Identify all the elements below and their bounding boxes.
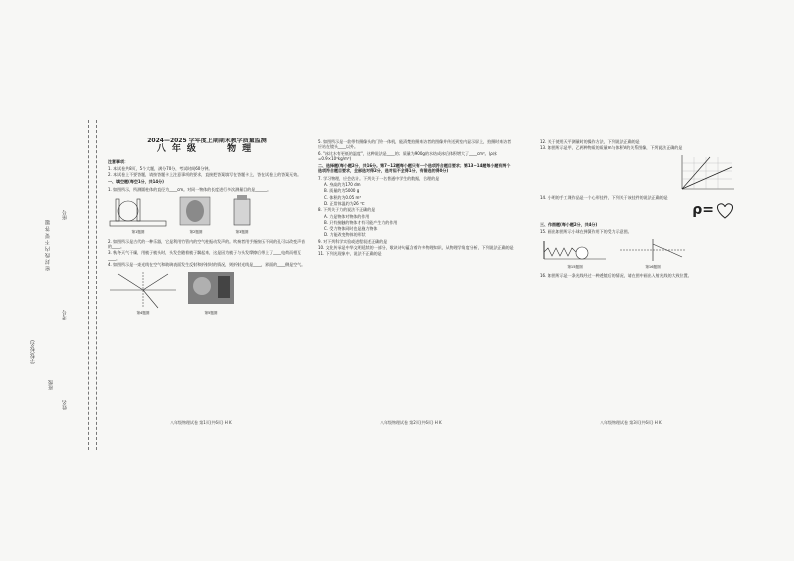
q8-option-a: A. 力是物体对物体的作用 [324,213,370,219]
section-1-heading: 一、填空题(每空1分，共14分) [108,179,165,185]
bottle-figure [224,195,260,229]
heart-icon [714,202,736,220]
mass-volume-graph-figure [676,153,736,193]
question-10: 10. 文化传承是中华文明延续的一部分，歌诀诗句蕴含着许多物理知识，从物理学角度分析，下列说法正确的是 [318,245,514,251]
subject-label: 物理 [227,144,258,155]
section-3-heading: 三、作图题(每小题2分，共4分) [540,221,598,227]
school-label: 学校(校名) [30,340,36,364]
question-15: 15. 画出如图所示小球在弹簧作用下的受力示意图。 [540,229,632,235]
question-6: 6. "冰比水有更低的温度"，这种说法是____的；质量为900g的水结成冰后体积增大了____cm³。(ρ冰=0.9×10³kg/m³) [318,150,497,161]
figure-row-3 [540,237,736,270]
exam-page-1 [108,138,306,428]
page-3-footer: 八年级物理试卷 第3页(共6页) H K [600,420,662,425]
question-16: 16. 如图所示是一条光线经过一种透镜后的情况，请在图中画出入射光线的大致位置。 [540,273,692,279]
binding-dashed-line-inner [96,120,97,450]
figure-15-caption: 第15题图 [567,264,583,269]
page-1-footer: 八年级物理试卷 第1页(共6页) H K [170,420,232,425]
binding-strip [0,120,120,450]
flute-photo-figure [176,195,216,229]
question-4: 4. 如图所示是一束光线在空气和玻璃表面发生反射和折射时的情况，则折射光线是____，界面的____侧是空气。 [108,261,306,267]
light-ray-figure [108,270,178,310]
seat-label: 座号 [62,210,68,220]
name-label: 姓名 [62,400,68,410]
figure-16 [618,237,688,270]
question-7: 7. 学习物理，应会估计。下列关于一名普通中学生的数据，合理的是 [318,175,440,181]
binding-dashed-line [88,120,89,450]
figure-1-caption: 第1题图 [131,230,145,235]
binding-warning: 密 封 线 内 不 要 答 题 [45,220,51,272]
figure-2 [176,195,216,236]
notice-line: 2. 本试卷上不要答题，请按答题卡上注意事项的要求，直接把答案填写在答题卡上，答在试卷上的答案无效。 [108,172,302,178]
figure-5 [186,270,236,317]
q8-option-d: D. 力能改变物体的形状 [324,232,366,238]
notice-heading: 注意事项： [108,158,128,164]
figure-1 [108,195,168,236]
question-14: 14. 小明的手工课作品是一个心形挂件，下列关于该挂件的说法正确的是 [540,194,668,200]
exam-title: 2024—2025 学年度上期期末教学质量监测 [147,138,267,144]
question-3: 3. 秋冬天气干燥，用梳子梳头时，头发会随着梳子飘起来，这是因为梳子与头发摩擦后带上了____电荷而相互____。 [108,250,302,261]
q8-option-b: B. 只有接触的物体才有可能产生力的作用 [324,219,398,225]
section-2-heading: 二、选择题(每小题2分，共16分。第7~12题每小题只有一个选项符合题目要求；第13~14题每小题有两个选项符合题目要求，全部选对得2分，选对但不全得1分，有错选的得0分) [318,163,511,174]
figure-13-wrap [540,153,736,193]
question-2: 2. 如图所示是古代的一种乐器，它是利用竹管内的空气柱振动发声的。吹奏者用手指按压不同的孔可以改变声音的____。 [108,238,306,249]
figure-row-1 [108,195,306,236]
q7-option-b: B. 质量约为5000 g [324,188,360,194]
q7-option-d: D. 正常体温约为26 ℃ [324,200,365,206]
notice-line: 1. 本试卷共8页，5个大题，满分70分，考试时间60分钟。 [108,165,213,171]
figure-4-caption: 第4题图 [136,311,150,316]
figure-row-2 [108,270,306,317]
question-13: 13. 如图所示是甲、乙两种物质的质量m与体积V的关系图像，下列说法正确的是 [540,145,683,151]
page-2-footer: 八年级物理试卷 第2页(共6页) H K [380,420,442,425]
question-5: 5. 如图所示是一款带有摄像头的门铃一体机，能清楚拍摄来访者的图像并传送到室内显示屏上，拍摄时来访者应站在镜头____以外。 [318,139,512,150]
doorbell-photo-figure [186,270,236,310]
question-1: 1. 如图所示，所测圆柱体的直径为____cm。对同一物体的长度进行多次测量目的是______。 [108,186,272,192]
q7-option-c: C. 体积约为0.05 m³ [324,194,362,200]
question-12: 12. 关于使用天平测量时的操作方法，下列说法正确的是 [540,139,640,144]
figure-3-caption: 第3题图 [235,230,249,235]
figure-5-caption: 第5题图 [204,311,218,316]
q8-option-c: C. 受力物体同时也是施力物体 [324,226,378,232]
exam-page-3 [540,138,736,428]
figure-4 [108,270,178,317]
ruler-cylinder-figure [108,195,168,229]
figure-2-caption: 第2题图 [189,230,203,235]
figure-16-caption: 第16题图 [645,264,661,269]
question-11: 11. 下列光现象中，说法不正确的是 [318,251,382,257]
exam-page-2 [318,138,514,428]
grade-subject-heading [108,144,306,155]
question-8: 8. 下列关于力的说法不正确的是 [318,207,376,213]
class-label: 班级 [48,380,54,390]
spring-ball-figure [540,237,610,263]
grade-label: 八年级 [156,144,202,155]
exam-no-label: 考号 [62,310,68,320]
figure-15 [540,237,610,270]
q7-option-a: A. 身高约为170 dm [324,182,361,188]
question-9: 9. 对下列科学实验或进程叙述正确的是 [318,238,388,244]
heart-figure-wrap [540,202,736,220]
figure-3 [224,195,260,236]
lens-ray-figure [618,237,688,263]
density-formula-text: ρ= [692,202,714,219]
